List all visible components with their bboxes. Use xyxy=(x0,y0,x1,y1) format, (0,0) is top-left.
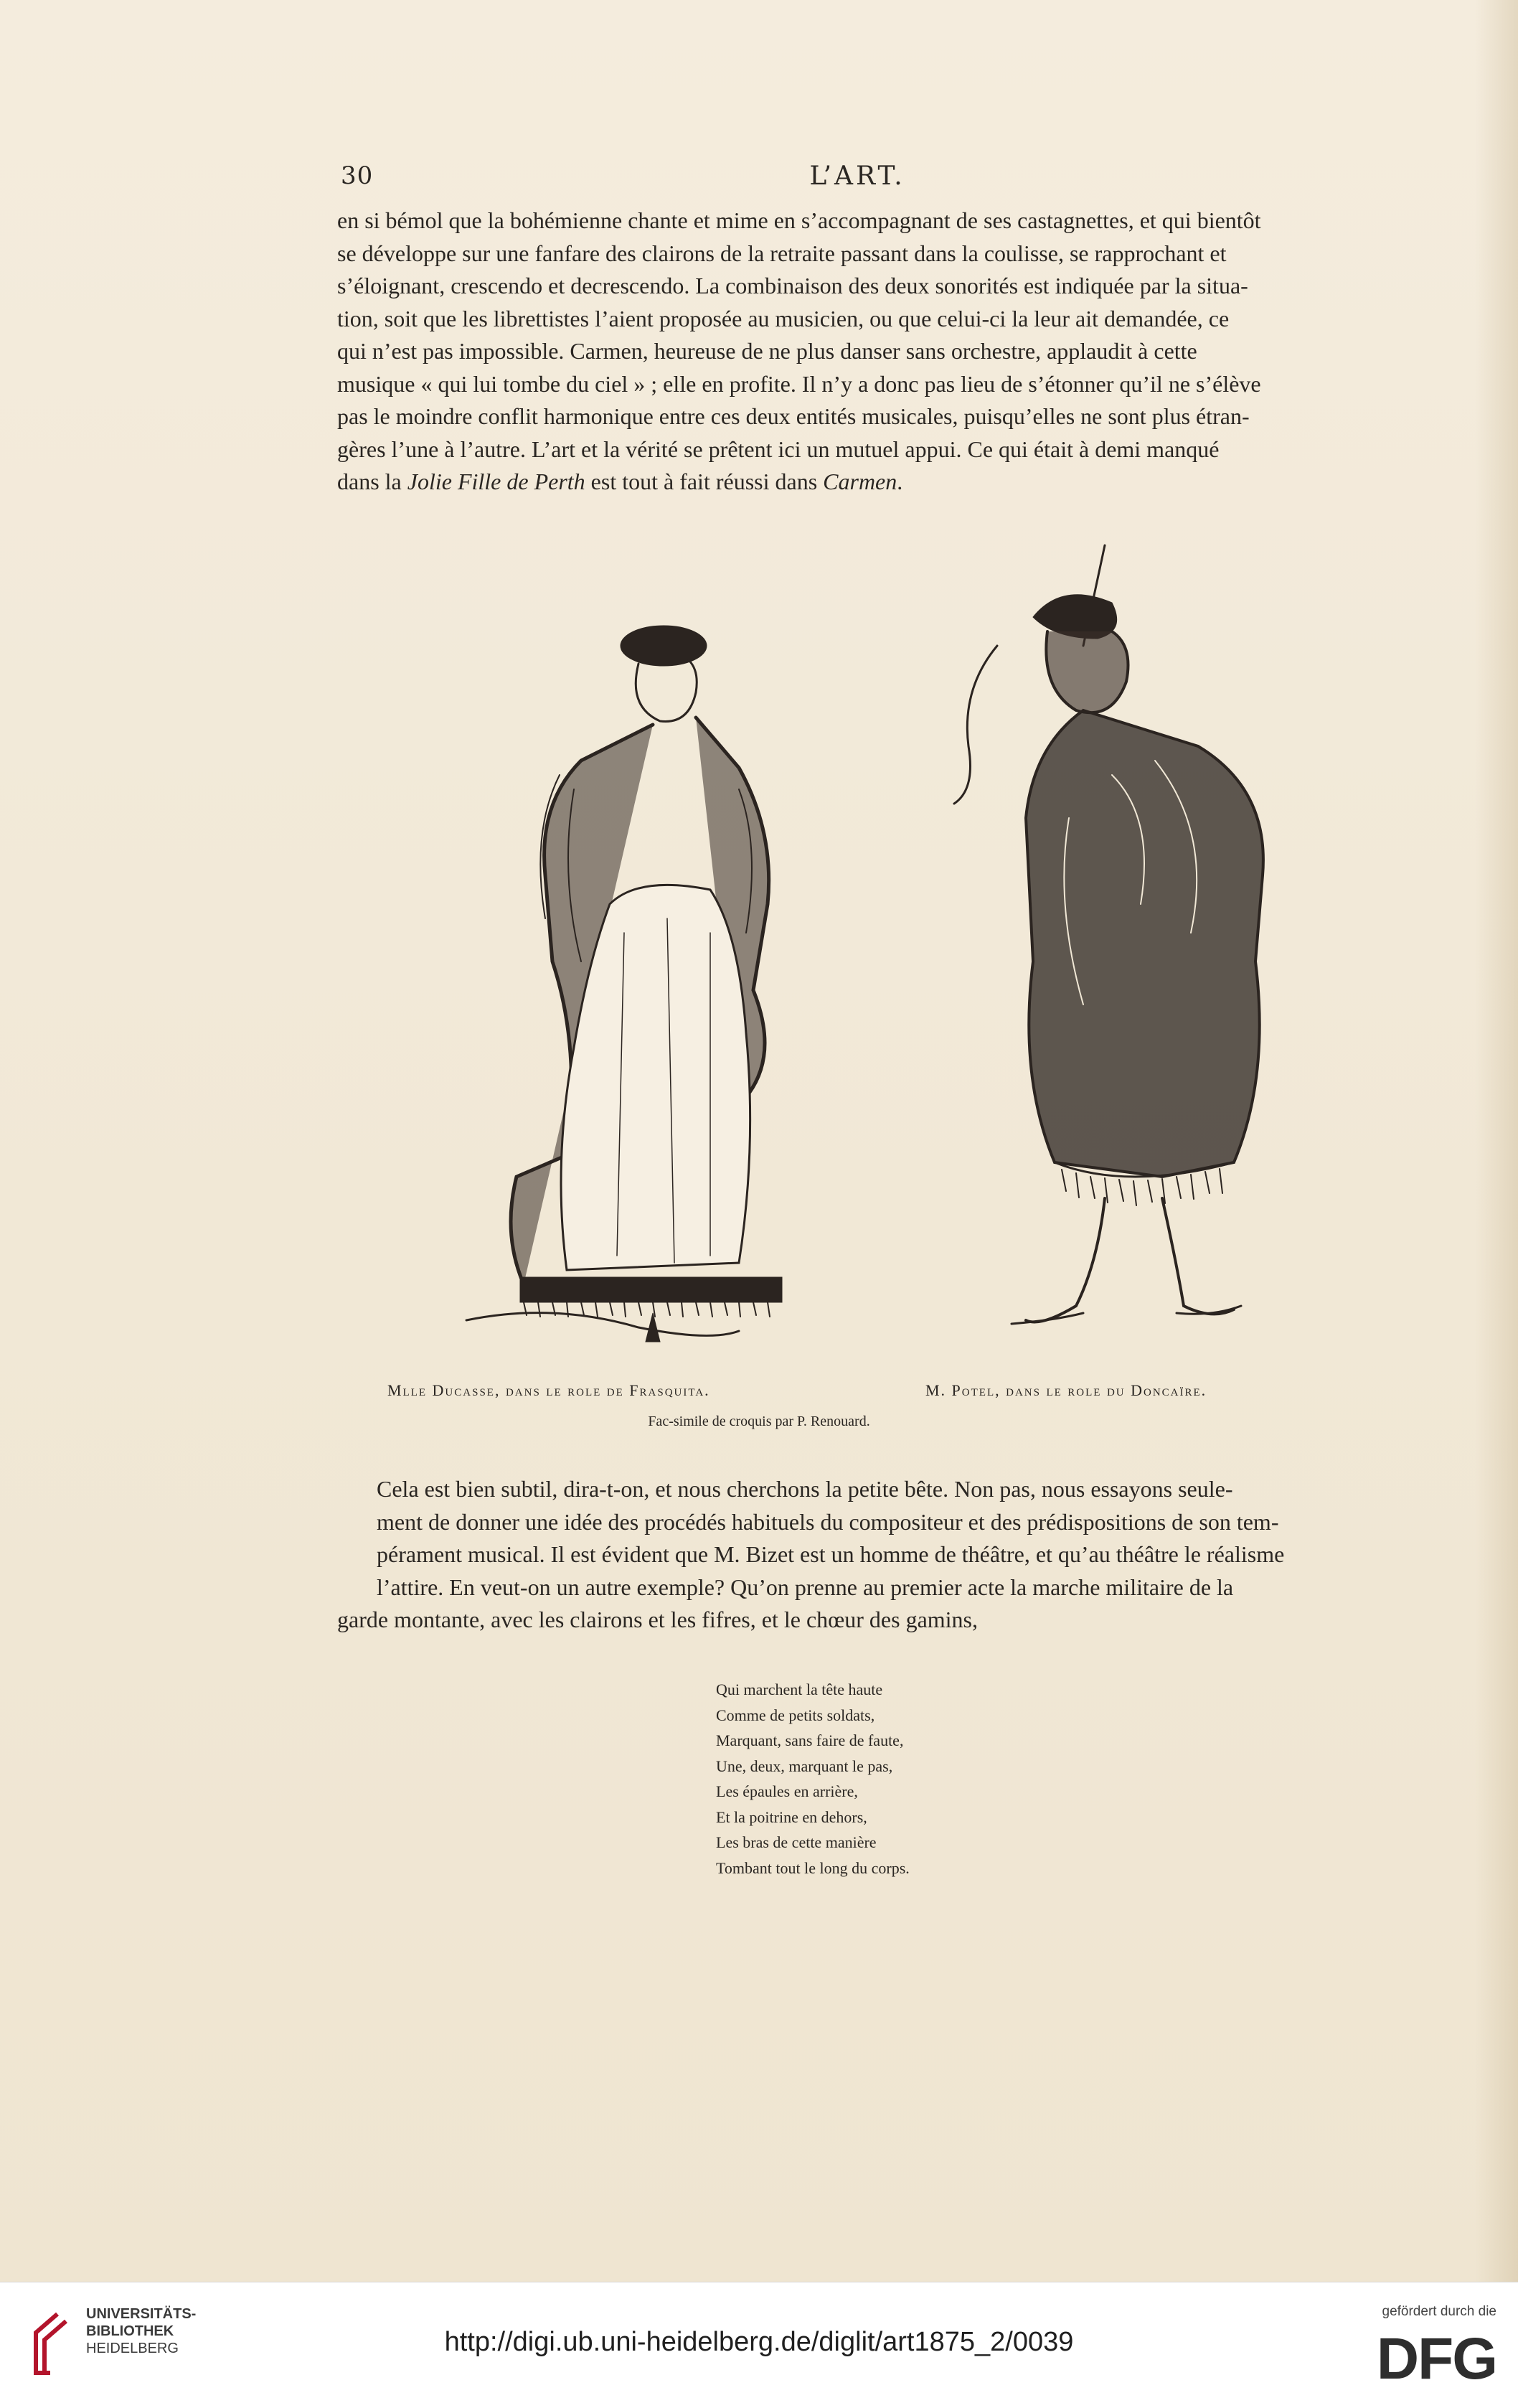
figure-credit: Fac-simile de croquis par P. Renouard. xyxy=(648,1414,870,1429)
text-line: pas le moindre conflit harmonique entre ces deux entités musicales, puisqu’elles ne sont plus étran- xyxy=(337,403,1250,429)
text-line: pérament musical. Il est évident que M. Bizet est un homme de théâtre, et qu’au théâtre le réalisme xyxy=(377,1541,1285,1567)
verse-line: Les épaules en arrière, xyxy=(716,1782,858,1800)
caption-right: M. Potel, dans le role du Doncaïre. xyxy=(925,1381,1207,1399)
paragraph-1 xyxy=(337,204,1370,499)
viewer-footer xyxy=(0,2282,1518,2408)
text-line: garde montante, avec les clairons et les fifres, et le chœur des gamins, xyxy=(337,1607,978,1632)
library-name[interactable]: UNIVERSITÄTS- BIBLIOTHEK HEIDELBERG xyxy=(86,2306,197,2356)
verse-line: Les bras de cette manière xyxy=(716,1833,877,1851)
poem-verse xyxy=(716,1677,910,1881)
text-line: Cela est bien subtil, dira-t-on, et nous cherchons la petite bête. Non pas, nous essayons seule- xyxy=(377,1476,1233,1502)
page-number: 30 xyxy=(341,161,374,190)
verse-line: Qui marchent la tête haute xyxy=(716,1680,883,1698)
funded-by-label: gefördert durch die xyxy=(1382,2304,1496,2319)
permalink-url[interactable]: http://digi.ub.uni-heidelberg.de/diglit/art1875_2/0039 xyxy=(444,2327,1074,2357)
text-line: qui n’est pas impossible. Carmen, heureuse de ne plus danser sans orchestre, applaudit à cette xyxy=(337,338,1197,364)
text-line: en si bémol que la bohémienne chante et mime en s’accompagnant de ses castagnettes, et qui bientôt xyxy=(337,207,1261,233)
verse-line: Et la poitrine en dehors, xyxy=(716,1807,867,1826)
text-line-last: dans la Jolie Fille de Perth est tout à fait réussi dans Carmen. xyxy=(337,469,903,494)
sketch-figures xyxy=(337,531,1370,1349)
page-header xyxy=(341,161,1374,197)
figure-doncaire xyxy=(954,545,1263,1324)
verse-line: Comme de petits soldats, xyxy=(716,1706,875,1724)
text-line: s’éloignant, crescendo et decrescendo. La combinaison des deux sonorités est indiquée par la situa- xyxy=(337,273,1248,298)
verse-line: Tombant tout le long du corps. xyxy=(716,1858,910,1877)
text-line: ment de donner une idée des procédés habituels du compositeur et des prédispositions de son tem- xyxy=(377,1508,1279,1535)
page-edge-shadow xyxy=(1475,0,1518,2282)
caption-left: Mlle Ducasse, dans le role de Frasquita. xyxy=(387,1381,710,1399)
text-line: musique « qui lui tombe du ciel » ; elle en profite. Il n’y a donc pas lieu de s’étonner qu’il ne s’élève xyxy=(337,370,1261,397)
italic-title: Jolie Fille de Perth xyxy=(407,469,585,494)
figure-frasquita xyxy=(466,626,782,1342)
sketch-illustration xyxy=(337,531,1370,1349)
verse-line: Marquant, sans faire de faute, xyxy=(716,1731,904,1749)
dfg-logo[interactable]: DFG xyxy=(1376,2326,1496,2391)
running-title: L’ART. xyxy=(809,161,905,191)
text-line: se développe sur une fanfare des clairons de la retraite passant dans la coulisse, se rapprochant et xyxy=(337,240,1227,266)
italic-title: Carmen xyxy=(823,469,897,494)
text-line: gères l’une à l’autre. L’art et la vérité se prêtent ici un mutuel appui. Ce qui était à demi manqué xyxy=(337,436,1220,462)
text-line: l’attire. En veut-on un autre exemple? Qu’on prenne au premier acte la marche militaire de la xyxy=(377,1574,1234,1600)
paragraph-2 xyxy=(337,1473,1370,1637)
verse-line: Une, deux, marquant le pas, xyxy=(716,1756,893,1775)
text-line: tion, soit que les librettistes l’aient proposée au musicien, ou que celui-ci la leur ait demandée, ce xyxy=(337,305,1230,331)
